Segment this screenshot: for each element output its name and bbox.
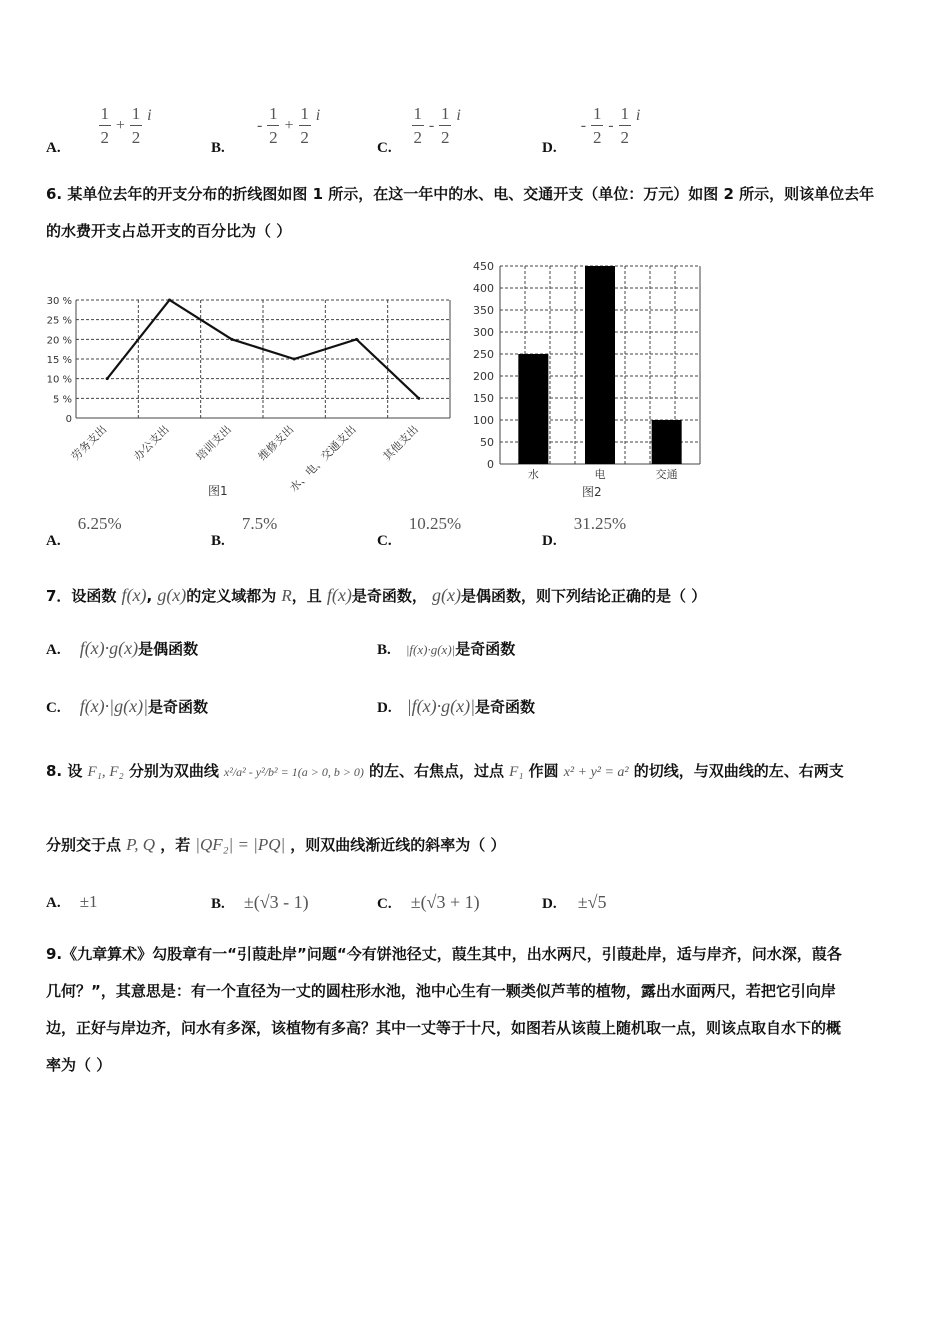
figure2-bar [652,420,682,464]
figure2-x-tick-label: 电 [594,468,606,481]
option-expr: f(x)·g(x) [79,638,139,658]
figure1-y-tick-label: 30 % [46,296,72,307]
fraction: $\frac{1}{2}$ [131,104,141,147]
sign: - [580,117,587,134]
option-result: 是奇函数 [455,640,516,658]
option-letter: A. [46,533,61,549]
q7-even: 是偶函数，则下列结论正确的是（ ） [460,587,707,605]
q8-p8: ，则双曲线渐近线的斜率为（ ） [290,836,506,854]
q7-option-d[interactable] [377,696,535,717]
figure2-y-tick-label: 400 [473,282,494,295]
figure1-y-ticks [47,296,72,425]
figure1-y-tick-label: 5 % [52,394,72,406]
fraction: $\frac{1}{2}$ [592,104,602,147]
figure2-y-ticks [473,260,494,471]
figure1-data-point [168,299,171,302]
figure2-y-tick-label: 350 [473,304,494,317]
q7-mid: 的定义域都为 [186,587,277,605]
q7-stem: 7．设函数 f(x), g(x)的定义域都为 R，且 f(x)是奇函数， g(x)是偶函数，则下列结论正确的是（ ） [46,585,707,605]
option-result: 是奇函数 [148,698,209,716]
q6-option-a[interactable] [46,514,122,549]
figure1-series [106,299,421,400]
q8-p4: 作圆 [528,762,559,780]
option-expr: f(x)·|g(x)| [79,696,149,716]
option-value: 10.25% [408,514,462,533]
sign: - [428,117,435,134]
figure2-y-tick-label: 100 [473,414,494,427]
q8-p6: 分别交于点 [46,836,122,854]
q8-p7: ，若 [160,836,191,854]
figure1-y-tick-label: 20 % [46,335,72,347]
option-letter: D. [542,533,557,549]
option-value: ±1 [79,892,98,911]
option-letter: C. [377,896,392,912]
q7-option-b[interactable] [377,638,515,659]
fraction: $\frac{1}{2}$ [441,104,450,147]
figure1-grid [76,300,450,418]
figure2-y-tick-label: 450 [473,260,494,273]
q6-option-c[interactable] [377,514,462,549]
q9-stem [46,936,916,1084]
fraction: $\frac{1}{2}$ [300,104,309,147]
option-expr: |f(x)·g(x)| [406,696,476,716]
fraction: $\frac{1}{2}$ [100,104,110,147]
figure1-x-tick-label: 其他支出 [380,422,421,464]
option-value: 31.25% [573,514,627,533]
option-letter: D. [542,140,557,156]
option-expr: |f(x)·g(x)| [405,642,456,657]
option-letter: D. [377,700,392,716]
figure2-y-tick-label: 300 [473,326,494,339]
figure2-y-tick-label: 50 [480,436,494,449]
figure1-data-point [106,377,109,380]
figure2-y-tick-label: 200 [473,370,494,383]
fraction: $\frac{1}{2}$ [620,104,629,147]
option-value: 6.25% [77,514,122,533]
figure2-bar-chart [470,258,710,503]
figure1-y-tick-label: 25 % [46,315,72,327]
q6-line1: 6. 某单位去年的开支分布的折线图如图 1 所示，在这一年中的水、电、交通开支（单位：万元）如图 2 所示，则该单位去年 [46,185,875,203]
figure1-series-line [107,300,419,398]
figure1-y-tick-label: 0 [65,414,72,425]
option-letter: D. [542,896,557,912]
figure2-x-tick-label: 水 [527,468,539,481]
figure1-x-tick-label: 维修支出 [255,422,297,464]
q8-PQ: P, Q [126,835,156,854]
figure1-x-tick-label: 办公支出 [131,422,172,464]
q8-option-a[interactable] [46,892,98,912]
figure1-x-tick-label: 培训支出 [193,422,234,464]
option-value: ±√5 [577,892,607,912]
q6-option-d[interactable] [542,514,627,549]
figure2-bar [518,354,548,464]
option-value: ±(√3 + 1) [410,892,480,912]
q7-R: R [281,586,292,605]
q7-f: f(x) [121,585,147,605]
fraction: $\frac{1}{2}$ [269,104,278,147]
q8-option-b[interactable] [211,892,309,913]
figure1-title: 图1 [208,484,228,498]
figure1-y-tick-label: 10 % [46,374,72,386]
sign: + [284,117,294,134]
q8-circle: x² + y² = a² [563,765,629,780]
q6-stem [46,176,916,250]
q7-f: f(x) [326,585,352,605]
option-letter: B. [211,140,225,156]
q9-line1: 9.《九章算术》勾股章有一“引葭赴岸”问题“今有饼池径丈，葭生其中，出水两尺，引葭赴岸，适与岸齐，问水深，葭各 [46,945,842,963]
q7-prefix: 7．设函数 [46,587,117,605]
option-letter: C. [377,533,392,549]
option-letter: B. [211,896,225,912]
q8-option-d[interactable] [542,892,606,913]
q8-foci: F₁, F₂ [87,764,124,780]
figure1-x-tick-label: 劳务支出 [68,422,110,464]
q7-option-c[interactable] [46,696,208,717]
sign: - [608,117,614,134]
q5-option-c[interactable] [377,104,461,156]
q7-g: g(x) [157,585,187,605]
q9-line4: 率为（ ） [46,1056,112,1074]
imaginary-unit: i [456,107,461,124]
q8-F1: F₁ [509,764,524,780]
q8-condition: |QF₂| = |PQ| [195,835,286,854]
q8-option-c[interactable] [377,892,480,913]
figure2-bar [585,266,615,464]
figure1-data-point [230,338,233,341]
q8-p1: 8. 设 [46,762,83,780]
figure2-bars [518,266,681,464]
sign: - [256,117,263,134]
option-letter: C. [377,140,392,156]
sign: + [115,117,125,134]
figure2-y-tick-label: 0 [487,458,494,471]
q8-p5: 的切线，与双曲线的左、右两支 [633,762,844,780]
q7-odd: 是奇函数， [351,587,427,605]
q6-line2: 的水费开支占总开支的百分比为（ ） [46,222,292,240]
figure1-x-ticks [68,422,421,494]
q9-line2: 几何？”，其意思是：有一个直径为一丈的圆柱形水池，池中心生有一颗类似芦苇的植物，露出水面两尺，若把它引向岸 [46,982,836,1000]
q8-hyperbola: x²/a² - y²/b² = 1(a > 0, b > 0) [223,765,364,779]
option-letter: C. [46,700,61,716]
option-result: 是偶函数 [138,640,199,658]
q8-p3: 的左、右焦点，过点 [369,762,505,780]
option-value: ±(√3 - 1) [243,892,309,912]
q5-option-a[interactable] [46,104,152,156]
q7-and: ，且 [291,587,322,605]
imaginary-unit: i [315,107,321,124]
figure1-data-point [417,397,420,400]
figure2-y-tick-label: 250 [473,348,494,361]
fraction: $\frac{1}{2}$ [413,104,423,147]
figure1-y-tick-label: 15 % [46,355,72,366]
figure2-x-ticks [528,467,678,481]
figure1-x-tick-label: 水、电、交通支出 [287,422,359,495]
option-letter: B. [377,642,391,658]
figure2-x-tick-label: 交通 [655,468,678,481]
q5-option-b[interactable] [211,104,321,156]
imaginary-unit: i [147,107,152,124]
figure1-data-point [355,338,358,341]
q6-option-b[interactable] [211,514,278,549]
option-letter: A. [46,895,61,911]
q8-p2: 分别为双曲线 [128,762,219,780]
q8-stem-line1 [46,760,916,781]
option-letter: B. [211,533,225,549]
q8-stem-line2 [46,834,916,855]
option-letter: A. [46,642,61,658]
figure2-title: 图2 [582,485,602,499]
option-letter: A. [46,140,61,156]
figure1-data-point [293,358,296,361]
figure2-y-tick-label: 150 [473,392,494,405]
imaginary-unit: i [635,107,641,124]
q9-line3: 边，正好与岸边齐，问水有多深，该植物有多高？其中一丈等于十尺，如图若从该葭上随机取一点，则该点取自水下的概 [46,1019,842,1037]
figure1-line-chart [40,290,460,510]
q7-option-a[interactable] [46,638,198,659]
q5-option-d[interactable] [542,104,641,156]
q7-g: g(x) [432,585,461,605]
option-value: 7.5% [241,514,278,533]
option-result: 是奇函数 [475,698,536,716]
